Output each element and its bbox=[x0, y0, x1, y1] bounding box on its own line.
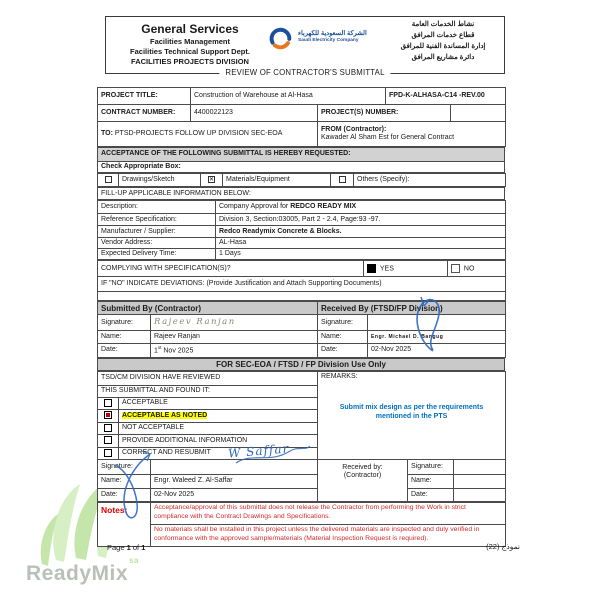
materials-checkbox-cell[interactable] bbox=[201, 174, 223, 187]
org-line: Facilities Management bbox=[149, 37, 231, 46]
org-name: General Services bbox=[141, 22, 239, 36]
provide-info-label: PROVIDE ADDITIONAL INFORMATION bbox=[119, 434, 318, 447]
no-checkbox[interactable] bbox=[451, 264, 460, 273]
received-by-contractor-cell: Received by: (Contractor) bbox=[318, 459, 408, 501]
contractor-signature-value bbox=[454, 459, 506, 474]
arabic-line: دائرة مشاريع المرافق bbox=[411, 53, 475, 61]
contractor-date-value bbox=[454, 488, 506, 501]
useonly-header: FOR SEC-EOA / FTSD / FP Division Use Only bbox=[98, 358, 505, 370]
fillup-table bbox=[97, 187, 505, 200]
contract-number-label: CONTRACT NUMBER: bbox=[98, 105, 191, 122]
submitted-by-header: Submitted By (Contractor) bbox=[98, 302, 318, 315]
blank-row bbox=[98, 292, 506, 301]
doc-ref: FPD-K-ALHASA-C14 -REV.00 bbox=[386, 88, 506, 105]
fields-table bbox=[97, 200, 506, 260]
note-1: Acceptance/approval of this submittal does not release the Contractor from performing the Work in strict compliance with the Contract Drawings and Specifications. bbox=[151, 502, 506, 524]
notes-label: Notes: bbox=[98, 502, 151, 546]
check-box-label: Check Appropriate Box: bbox=[98, 162, 505, 173]
delivery-time-value: 1 Days bbox=[216, 249, 506, 260]
useonly-signature-value bbox=[151, 459, 318, 474]
yes-checkbox-filled[interactable] bbox=[367, 264, 376, 273]
watermark-text: ReadyMix$^{sa}$ bbox=[26, 556, 139, 585]
arabic-line: إدارة المساندة الفنية للمرافق bbox=[400, 42, 486, 50]
watermark-sup: sa bbox=[129, 556, 139, 565]
remarks-text: Submit mix design as per the requirements mentioned in the PTS bbox=[339, 403, 484, 421]
vendor-address-value: AL-Hasa bbox=[216, 238, 506, 249]
from-field bbox=[318, 122, 506, 147]
useonly-table bbox=[97, 371, 506, 502]
not-acceptable-label: NOT ACCEPTABLE bbox=[119, 422, 318, 434]
submitted-name-label: Name: bbox=[98, 331, 151, 344]
rajeev-signature: Rajeev Ranjan bbox=[154, 316, 236, 327]
drawings-checkbox-cell[interactable] bbox=[98, 174, 119, 187]
signoff-table bbox=[97, 301, 506, 357]
to-field bbox=[98, 122, 318, 147]
acceptance-banner: ACCEPTANCE OF THE FOLLOWING SUBMITTAL IS HEREBY REQUESTED: bbox=[98, 148, 505, 162]
submitted-date-value: 1st Nov 2025 bbox=[151, 344, 318, 357]
form-number-arabic: نموذج (22) bbox=[486, 542, 520, 551]
contractor-signature-label: Signature: bbox=[408, 459, 454, 474]
useonly-signature-label: Signature: bbox=[98, 459, 151, 474]
project-title-value: Construction of Warehouse at Al-Hasa bbox=[191, 88, 386, 105]
company-logo-block bbox=[266, 23, 386, 51]
arabic-line: نشاط الخدمات العامة bbox=[411, 21, 475, 28]
sec-logo-icon bbox=[266, 23, 294, 51]
reviewed-line2: THIS SUBMITTAL AND FOUND IT: bbox=[98, 385, 318, 397]
correct-resubmit-label: CORRECT AND RESUBMIT bbox=[119, 447, 318, 459]
others-label: Others (Specify): bbox=[354, 174, 506, 187]
acceptable-as-noted-checkbox-cell[interactable] bbox=[98, 409, 119, 422]
received-date-value: 02-Nov 2025 bbox=[368, 344, 506, 357]
form-title: REVIEW OF CONTRACTOR'S SUBMITTAL bbox=[219, 68, 390, 77]
acceptance-banner-table bbox=[97, 147, 505, 173]
michael-name-stamp: Engr. Michael D. Bangug bbox=[371, 334, 444, 341]
remarks-cell bbox=[318, 371, 506, 459]
useonly-date-value: 02-Nov 2025 bbox=[151, 488, 318, 501]
acceptable-as-noted-label: ACCEPTABLE AS NOTED bbox=[119, 409, 318, 422]
useonly-name-label: Name: bbox=[98, 474, 151, 488]
projects-number-value bbox=[451, 105, 506, 122]
received-by-header: Received By (FTSD/FP Division) bbox=[318, 302, 506, 315]
received-signature-value bbox=[368, 315, 506, 331]
acceptable-as-noted-checkbox-checked[interactable] bbox=[104, 411, 112, 419]
letterhead bbox=[105, 16, 505, 77]
contractor-name-value bbox=[454, 474, 506, 488]
notes-table bbox=[97, 502, 506, 547]
no-cell[interactable] bbox=[448, 261, 506, 277]
org-line: FACILITIES PROJECTS DIVISION bbox=[131, 57, 249, 66]
useonly-name-value: Engr. Waleed Z. Al-Saffar bbox=[151, 474, 318, 488]
fillup-label: FILL-UP APPLICABLE INFORMATION BELOW: bbox=[98, 188, 505, 200]
provide-info-checkbox-cell[interactable] bbox=[98, 434, 119, 447]
submitted-signature-value bbox=[151, 315, 318, 331]
drawings-label: Drawings/Sketch bbox=[119, 174, 201, 187]
to-label: TO: bbox=[101, 129, 113, 137]
project-title-label: PROJECT TITLE: bbox=[98, 88, 191, 105]
description-label: Description: bbox=[98, 201, 216, 214]
reference-spec-label: Reference Specification: bbox=[98, 214, 216, 226]
complying-label: COMPLYING WITH SPECIFICATION(S)? bbox=[98, 261, 364, 277]
manufacturer-value: Redco Readymix Concrete & Blocks. bbox=[216, 226, 506, 238]
company-name-arabic: الشركة السعودية للكهرباء bbox=[298, 30, 367, 38]
yes-label: YES bbox=[379, 265, 394, 273]
correct-resubmit-checkbox[interactable] bbox=[104, 449, 112, 457]
delivery-time-label: Expected Delivery Time: bbox=[98, 249, 216, 260]
yes-cell[interactable] bbox=[364, 261, 448, 277]
page-number: Page 1 of 1 bbox=[107, 543, 146, 552]
form-body bbox=[97, 87, 505, 547]
acceptable-checkbox[interactable] bbox=[104, 399, 112, 407]
others-checkbox-cell[interactable] bbox=[331, 174, 354, 187]
contractor-name-label: Name: bbox=[408, 474, 454, 488]
to-value: PTSD-PROJECTS FOLLOW UP DIVISION SEC-EOA bbox=[112, 129, 283, 137]
others-checkbox[interactable] bbox=[339, 176, 346, 183]
org-block bbox=[110, 22, 270, 66]
company-name-english: Saudi Electricity Company bbox=[298, 38, 359, 44]
submitted-signature-label: Signature: bbox=[98, 315, 151, 331]
not-acceptable-checkbox-cell[interactable] bbox=[98, 422, 119, 434]
vendor-address-label: Vendor Address: bbox=[98, 238, 216, 249]
reviewed-line1: TSD/CM DIVISION HAVE REVIEWED bbox=[98, 371, 318, 385]
note-2: No materials shall be installed in this project unless the delivered materials are inspected and duly verified in conformance with the approved sample/materials (Material Inspection Request is required). bbox=[151, 524, 506, 546]
contract-number-value: 4400022123 bbox=[191, 105, 318, 122]
received-date-label: Date: bbox=[318, 344, 368, 357]
from-label: FROM (Contractor): bbox=[321, 125, 387, 133]
submitted-name-value: Rajeev Ranjan bbox=[151, 331, 318, 344]
correct-resubmit-checkbox-cell[interactable] bbox=[98, 447, 119, 459]
arabic-org-block bbox=[388, 20, 498, 63]
remarks-label: REMARKS: bbox=[321, 372, 358, 380]
not-acceptable-checkbox[interactable] bbox=[104, 424, 112, 432]
drawings-checkbox[interactable] bbox=[105, 176, 112, 183]
reference-spec-value: Division 3, Section:03005, Part 2 - 2.4, Page:93 -97. bbox=[216, 214, 506, 226]
useonly-date-label: Date: bbox=[98, 488, 151, 501]
arabic-line: قطاع خدمات المرافق bbox=[411, 31, 475, 39]
deviations-label: IF "NO" INDICATE DEVIATIONS: (Provide Justification and Attach Supporting Documents) bbox=[98, 277, 506, 292]
from-value: Kawader Al Sham Est for General Contract bbox=[321, 134, 455, 141]
acceptable-label: ACCEPTABLE bbox=[119, 397, 318, 409]
received-name-label: Name: bbox=[318, 331, 368, 344]
submittal-type-table bbox=[97, 173, 506, 187]
materials-checkbox-checked[interactable]: ✕ bbox=[209, 176, 215, 183]
projects-number-label: PROJECT(S) NUMBER: bbox=[318, 105, 451, 122]
useonly-header-table bbox=[97, 358, 505, 371]
materials-label: Materials/Equipment bbox=[223, 174, 331, 187]
waleed-signature-script: W Saffar bbox=[227, 441, 290, 461]
acceptable-checkbox-cell[interactable] bbox=[98, 397, 119, 409]
submitted-date-label: Date: bbox=[98, 344, 151, 357]
received-name-value bbox=[368, 331, 506, 344]
no-label: NO bbox=[463, 265, 475, 273]
manufacturer-label: Manufacturer / Supplier: bbox=[98, 226, 216, 238]
org-line: Facilities Technical Support Dept. bbox=[130, 47, 250, 56]
project-info-table bbox=[97, 87, 506, 147]
complying-table bbox=[97, 260, 506, 301]
description-value: Company Approval for REDCO READY MIX bbox=[216, 201, 506, 214]
received-signature-label: Signature: bbox=[318, 315, 368, 331]
contractor-date-label: Date: bbox=[408, 488, 454, 501]
provide-info-checkbox[interactable] bbox=[104, 436, 112, 444]
